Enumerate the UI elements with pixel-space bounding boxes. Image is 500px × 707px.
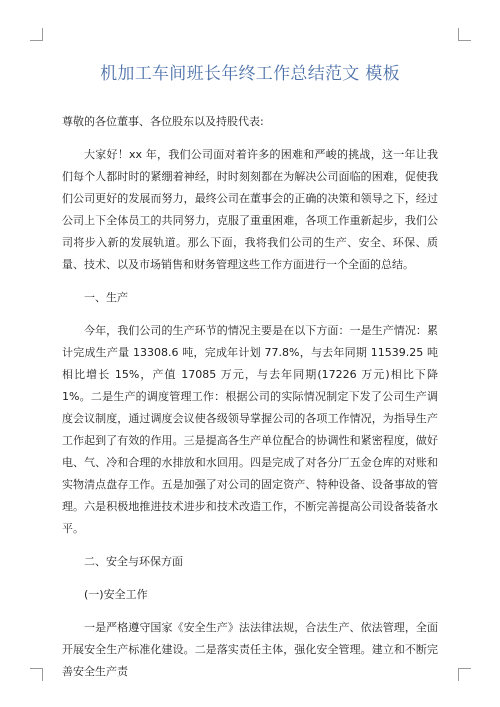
subheading-safety-work: (一)安全工作: [84, 588, 148, 601]
crop-mark-top-left: [30, 28, 43, 41]
salutation: 尊敬的各位董事、各位股东以及持股代表:: [62, 115, 264, 128]
crop-mark-top-right: [458, 28, 471, 41]
crop-mark-bottom-left: [30, 668, 43, 681]
section-heading-safety-environment: 二、安全与环保方面: [84, 555, 183, 568]
section-heading-production: 一、生产: [84, 291, 128, 304]
safety-paragraph: 一是严格遵守国家《安全生产》法法律法规，合法生产、依法管理，全面开展安全生产标准化建设。二是落实责任主体，强化安全管理。建立和不断完善安全生产责: [62, 621, 438, 678]
document-page: [62, 62, 438, 683]
document-title: 机加工车间班长年终工作总结范文 模板: [100, 64, 400, 84]
crop-mark-bottom-right: [458, 668, 471, 681]
production-paragraph: 今年，我们公司的生产环节的情况主要是在以下方面：一是生产情况：累计完成生产量 13308.6 吨，完成年计划 77.8%，与去年同期 11539.25 吨相比增长 15%，产值 17085 万元，与去年同期(17226 万元)相比下降 1%。二是生产的调度管理工作：根据公司的实际情况制定下发了公司生产调度会议制度，通过调度会议使各级领导掌握公司的各项工作情况，为指导生产工作起到了有效的作用。三是提高各生产单位配合的协调性和紧密程度，做好电、气、冷和合理的水排放和水回用。四是完成了对各分厂五金仓库的对账和实物清点盘存工作。五是加强了对公司的固定资产、特种设备、设备事故的管理。六是积极地推进技术进步和技术改造工作，不断完善提高公司设备装备水平。: [62, 324, 438, 535]
intro-paragraph: 大家好！xx 年，我们公司面对着许多的困难和严峻的挑战，这一年让我们每个人都时时的紧绷着神经，时时刻刻都在为解决公司面临的困难，促使我们公司更好的发展而努力，最终公司在董事会的正确的决策和领导之下，经过公司上下全体员工的共同努力，克服了重重困难，各项工作重新起步，我们公司将步入新的发展轨道。那么下面，我将我们公司的生产、安全、环保、质量、技术、以及市场销售和财务管理这些工作方面进行一个全面的总结。: [62, 148, 438, 271]
